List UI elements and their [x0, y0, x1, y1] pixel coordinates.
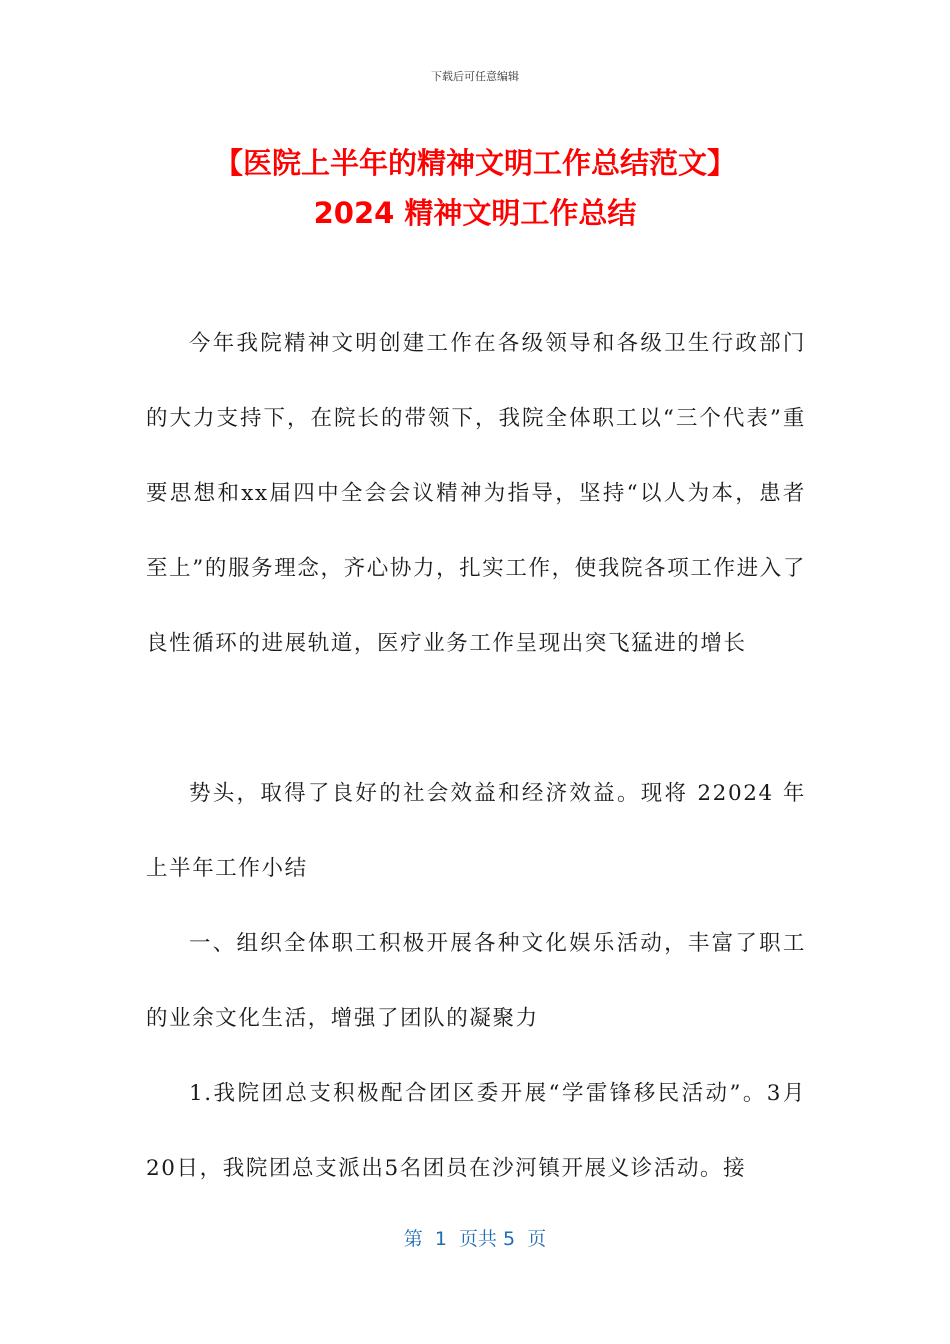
paragraph-summary: [146, 756, 806, 906]
paragraph-item-1: [146, 1056, 806, 1206]
paragraph-text: 今年我院精神文明创建工作在各级领导和各级卫生行政部门的大力支持下，在院长的带领下，我院全体职工以“三个代表”重要思想和xx届四中全会会议精神为指导，坚持“以人为本，患者至上”的服务理念，齐心协力，扎实工作，使我院各项工作进入了良性循环的进展轨道，医疗业务工作呈现出突飞猛进的增长: [146, 331, 806, 656]
paragraph-text: 1.我院团总支积极配合团区委开展“学雷锋移民活动”。3月20日，我院团总支派出5名团员在沙河镇开展义诊活动。接: [146, 1081, 806, 1181]
paragraph-text: 势头，取得了良好的社会效益和经济效益。现将 22024 年上半年工作小结: [146, 781, 806, 881]
page-footer: 第 1 页共 5 页: [403, 1228, 547, 1250]
section-heading-1: [146, 906, 806, 1056]
header-note: 下载后可任意编辑: [431, 70, 519, 83]
title-line-1: 【医院上半年的精神文明工作总结范文】: [213, 146, 736, 180]
document-title: [0, 138, 950, 238]
paragraph-intro: [146, 306, 806, 681]
paragraph-text: 一、组织全体职工积极开展各种文化娱乐活动，丰富了职工的业余文化生活，增强了团队的凝聚力: [146, 931, 806, 1031]
title-line-2: 2024 精神文明工作总结: [313, 196, 637, 230]
